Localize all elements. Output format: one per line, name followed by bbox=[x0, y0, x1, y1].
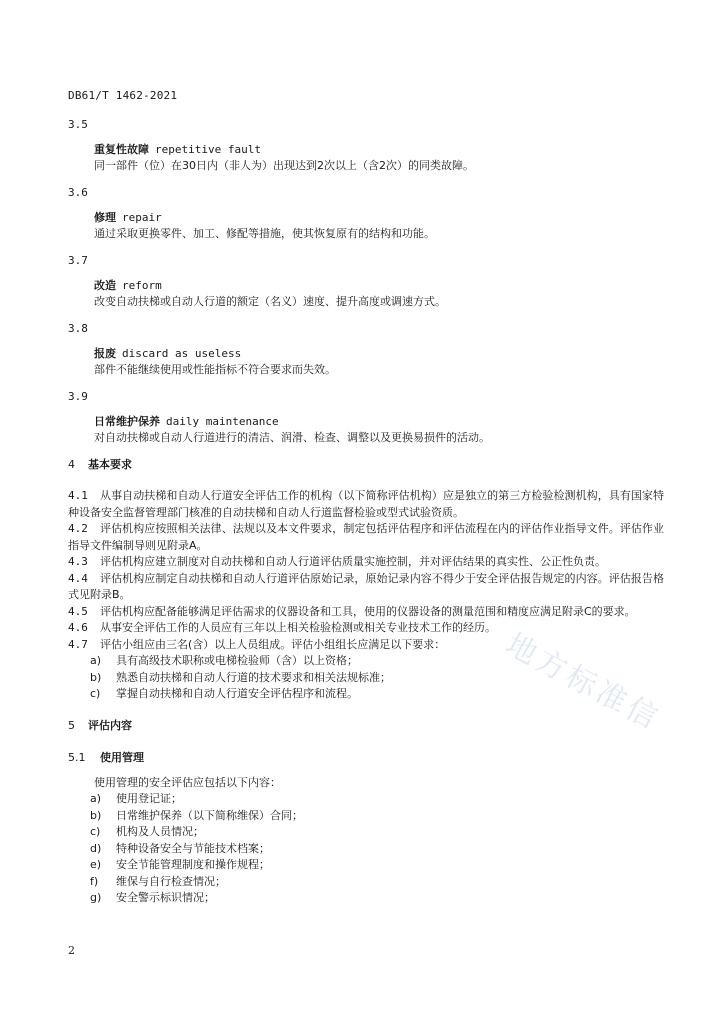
term-title-en: repair bbox=[122, 211, 162, 224]
term-title bbox=[68, 346, 668, 362]
clause-number: 4.2 bbox=[68, 522, 88, 535]
section-number: 4 bbox=[68, 458, 75, 471]
list-text: 熟悉自动扶梯和自动人行道的技术要求和相关法规标准； bbox=[116, 670, 391, 684]
document-code: DB61/T 1462-2021 bbox=[68, 89, 178, 102]
term-title-cn: 日常维护保养 bbox=[94, 415, 160, 428]
list-marker: c) bbox=[90, 687, 101, 700]
term-title-en: repetitive fault bbox=[155, 143, 261, 156]
clause-number: 4.3 bbox=[68, 555, 88, 568]
term-number: 3.9 bbox=[68, 390, 88, 403]
list-item bbox=[68, 824, 668, 841]
list-text: 日常维护保养（以下简称维保）合同； bbox=[116, 808, 303, 822]
term-title-en: reform bbox=[122, 279, 162, 292]
term-title-en: daily maintenance bbox=[166, 415, 279, 428]
section-number: 5 bbox=[68, 718, 75, 732]
clause-text: 评估机构应按照相关法律、法规以及本文件要求，制定包括评估程序和评估流程在内的评估作业指导文件。评估作业指导文件编制导则见附录A。 bbox=[68, 522, 664, 552]
clause-text: 评估机构应配备能够满足评估需求的仪器设备和工具，使用的仪器设备的测量范围和精度应满足附录C的要求。 bbox=[100, 604, 636, 618]
list-marker: g) bbox=[90, 891, 102, 904]
clause-text: 从事自动扶梯和自动人行道安全评估工作的机构（以下简称评估机构）应是独立的第三方检验检测机构，具有国家特种设备安全监督管理部门核准的自动扶梯和自动人行道监督检验或型式试验资质。 bbox=[68, 489, 664, 519]
clause-4-3 bbox=[68, 554, 664, 571]
list-marker: b) bbox=[90, 670, 102, 684]
term-title-en: discard as useless bbox=[122, 347, 242, 360]
section-heading-5 bbox=[68, 717, 668, 735]
clause-4-2 bbox=[68, 521, 664, 554]
term-3-8 bbox=[68, 320, 668, 378]
clause-4-6 bbox=[68, 620, 664, 637]
clause-number: 4.5 bbox=[68, 604, 88, 618]
term-definition: 部件不能继续使用或性能指标不符合要求而失效。 bbox=[94, 363, 336, 376]
page-content bbox=[68, 116, 668, 907]
list-marker: b) bbox=[90, 808, 102, 822]
list-item bbox=[68, 874, 668, 891]
term-title-cn: 重复性故障 bbox=[94, 143, 149, 156]
clause-text: 评估机构应制定自动扶梯和自动人行道评估原始记录，原始记录内容不得少于安全评估报告规定的内容。评估报告格式见附录B。 bbox=[68, 571, 664, 601]
subsection-heading-5-1 bbox=[68, 749, 668, 767]
list-text: 机构及人员情况； bbox=[116, 825, 204, 838]
section-heading-4 bbox=[68, 456, 668, 474]
term-3-6 bbox=[68, 184, 668, 242]
subsection-title: 使用管理 bbox=[100, 750, 144, 764]
term-3-9 bbox=[68, 388, 668, 446]
list-marker: c) bbox=[90, 825, 101, 838]
clause-4-4 bbox=[68, 571, 664, 604]
term-definition: 同一部件（位）在30日内（非人为）出现达到2次以上（含2次）的同类故障。 bbox=[94, 159, 474, 172]
watermark: 地方标准信 bbox=[499, 627, 667, 738]
list-marker: a) bbox=[90, 792, 102, 805]
clause-text: 评估小组应由三名(含）以上人员组成。评估小组组长应满足以下要求： bbox=[100, 637, 446, 651]
term-number: 3.5 bbox=[68, 118, 88, 131]
list-item bbox=[68, 808, 668, 825]
list-marker: d) bbox=[90, 841, 102, 855]
list-text: 掌握自动扶梯和自动人行道安全评估程序和流程。 bbox=[116, 687, 358, 700]
clause-number: 4.6 bbox=[68, 621, 88, 634]
clause-number: 4.1 bbox=[68, 489, 88, 502]
term-definition: 通过采取更换零件、加工、修配等措施，使其恢复原有的结构和功能。 bbox=[94, 227, 435, 240]
list-text: 维保与自行检查情况； bbox=[116, 874, 226, 888]
term-title-cn: 报废 bbox=[94, 347, 116, 360]
term-3-7 bbox=[68, 252, 668, 310]
list-item bbox=[68, 841, 668, 858]
term-definition: 改变自动扶梯或自动人行道的额定（名义）速度、提升高度或调速方式。 bbox=[94, 295, 446, 308]
term-number: 3.6 bbox=[68, 186, 88, 199]
list-marker: e) bbox=[90, 858, 102, 871]
clause-text: 从事安全评估工作的人员应有三年以上相关检验检测或相关专业技术工作的经历。 bbox=[100, 621, 496, 634]
section-title: 基本要求 bbox=[88, 458, 132, 471]
list-marker: a) bbox=[90, 654, 102, 667]
clause-number: 4.4 bbox=[68, 571, 88, 585]
list-text: 特种设备安全与节能技术档案； bbox=[116, 841, 270, 855]
list-text: 具有高级技术职称或电梯检验师（含）以上资格； bbox=[116, 654, 358, 667]
list-item bbox=[68, 857, 668, 874]
term-title bbox=[68, 414, 668, 430]
clause-text: 评估机构应建立制度对自动扶梯和自动人行道评估质量实施控制，并对评估结果的真实性、公正性负责。 bbox=[100, 555, 606, 568]
list-text: 使用登记证； bbox=[116, 792, 182, 805]
term-definition: 对自动扶梯或自动人行道进行的清洁、润滑、检查、调整以及更换易损件的活动。 bbox=[94, 431, 490, 444]
term-3-5 bbox=[68, 116, 668, 174]
list-text: 安全警示标识情况； bbox=[116, 891, 215, 904]
term-title bbox=[68, 142, 668, 158]
list-marker: f) bbox=[90, 874, 99, 888]
section-title: 评估内容 bbox=[88, 718, 132, 732]
page-number: 2 bbox=[68, 944, 75, 957]
clause-4-5 bbox=[68, 604, 664, 621]
list-text: 安全节能管理制度和操作规程； bbox=[116, 858, 270, 871]
term-title-cn: 改造 bbox=[94, 279, 116, 292]
term-number: 3.8 bbox=[68, 322, 88, 335]
clause-4-1 bbox=[68, 488, 664, 521]
term-title-cn: 修理 bbox=[94, 211, 116, 224]
term-title bbox=[68, 210, 668, 226]
subsection-intro: 使用管理的安全评估应包括以下内容： bbox=[94, 775, 281, 789]
list-item bbox=[68, 890, 668, 907]
term-title bbox=[68, 278, 668, 294]
term-number: 3.7 bbox=[68, 254, 88, 267]
subsection-number: 5.1 bbox=[68, 750, 86, 764]
clause-number: 4.7 bbox=[68, 637, 88, 651]
list-item bbox=[68, 791, 668, 808]
